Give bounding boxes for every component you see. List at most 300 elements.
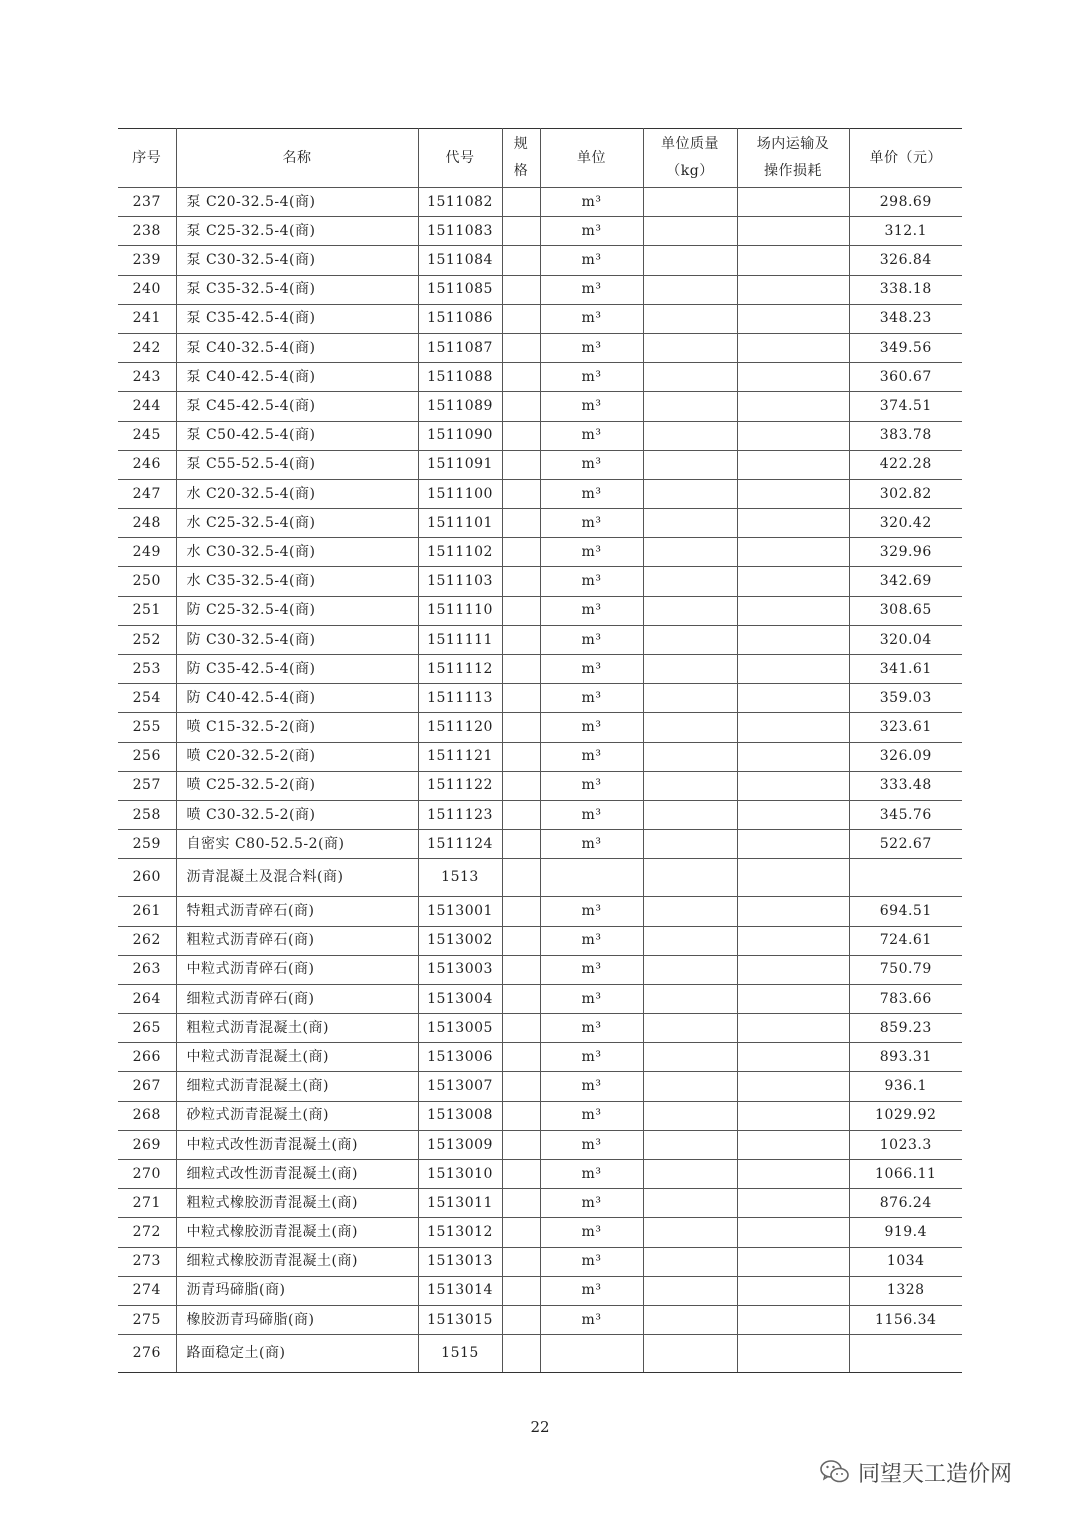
cell-code: 1513007: [418, 1072, 502, 1101]
cell-loss: [737, 926, 849, 955]
cell-code: 1513014: [418, 1276, 502, 1305]
cell-unit: m³: [540, 304, 643, 333]
cell-unit-mass: [643, 567, 737, 596]
cell-unit: m³: [540, 596, 643, 625]
cell-code: 1513012: [418, 1218, 502, 1247]
cell-name: 防 C25-32.5-4(商): [176, 596, 418, 625]
cell-unit: m³: [540, 742, 643, 771]
cell-unit: m³: [540, 363, 643, 392]
cell-price: 694.51: [849, 897, 962, 926]
cell-code: 1511084: [418, 246, 502, 275]
page-number: 22: [530, 1418, 550, 1436]
cell-index: 273: [118, 1247, 176, 1276]
cell-index: 248: [118, 509, 176, 538]
header-mass-line2: （kg）: [666, 163, 714, 179]
cell-unit: m³: [540, 1014, 643, 1043]
cell-code: 1511089: [418, 392, 502, 421]
cell-unit: [540, 1335, 643, 1373]
table-row: [118, 246, 962, 275]
table-row: [118, 742, 962, 771]
cell-price: 333.48: [849, 771, 962, 800]
cell-unit: m³: [540, 713, 643, 742]
cell-name: 细粒式橡胶沥青混凝土(商): [176, 1247, 418, 1276]
cell-unit: m³: [540, 509, 643, 538]
cell-spec: [502, 1218, 540, 1247]
cell-unit-mass: [643, 713, 737, 742]
table-row: [118, 1218, 962, 1247]
table-row: [118, 800, 962, 829]
table-row: [118, 479, 962, 508]
cell-code: 1511100: [418, 479, 502, 508]
cell-price: 1156.34: [849, 1305, 962, 1334]
cell-index: 244: [118, 392, 176, 421]
table-row: [118, 655, 962, 684]
cell-name: 水 C35-32.5-4(商): [176, 567, 418, 596]
cell-loss: [737, 713, 849, 742]
cell-index: 258: [118, 800, 176, 829]
cell-name: 防 C30-32.5-4(商): [176, 625, 418, 654]
cell-price: 345.76: [849, 800, 962, 829]
table-row: [118, 1130, 962, 1159]
cell-index: 261: [118, 897, 176, 926]
cell-loss: [737, 1276, 849, 1305]
cell-name: 喷 C30-32.5-2(商): [176, 800, 418, 829]
cell-name: 水 C30-32.5-4(商): [176, 538, 418, 567]
cell-spec: [502, 926, 540, 955]
cell-unit: m³: [540, 450, 643, 479]
cell-unit-mass: [643, 1043, 737, 1072]
cell-unit: m³: [540, 275, 643, 304]
cell-unit-mass: [643, 1101, 737, 1130]
cell-unit-mass: [643, 800, 737, 829]
cell-unit: m³: [540, 655, 643, 684]
cell-name: 中粒式改性沥青混凝土(商): [176, 1130, 418, 1159]
cell-spec: [502, 538, 540, 567]
cell-name: 泵 C40-32.5-4(商): [176, 333, 418, 362]
cell-spec: [502, 275, 540, 304]
cell-loss: [737, 897, 849, 926]
cell-code: 1511112: [418, 655, 502, 684]
cell-unit: m³: [540, 1043, 643, 1072]
cell-name: 泵 C55-52.5-4(商): [176, 450, 418, 479]
cell-index: 268: [118, 1101, 176, 1130]
header-code: 代号: [418, 129, 502, 188]
cell-spec: [502, 1247, 540, 1276]
cell-unit: m³: [540, 1130, 643, 1159]
cell-index: 243: [118, 363, 176, 392]
table-row: [118, 509, 962, 538]
cell-code: 1513003: [418, 955, 502, 984]
cell-name: 细粒式改性沥青混凝土(商): [176, 1160, 418, 1189]
cell-price: 326.84: [849, 246, 962, 275]
cell-unit: m³: [540, 684, 643, 713]
cell-loss: [737, 1335, 849, 1373]
cell-index: 251: [118, 596, 176, 625]
cell-code: 1513015: [418, 1305, 502, 1334]
cell-loss: [737, 1218, 849, 1247]
table-row: [118, 217, 962, 246]
cell-price: 422.28: [849, 450, 962, 479]
cell-code: 1513008: [418, 1101, 502, 1130]
cell-unit-mass: [643, 246, 737, 275]
cell-unit: m³: [540, 333, 643, 362]
cell-code: 1511113: [418, 684, 502, 713]
cell-unit-mass: [643, 188, 737, 217]
cell-index: 257: [118, 771, 176, 800]
cell-code: 1511120: [418, 713, 502, 742]
cell-name: 防 C40-42.5-4(商): [176, 684, 418, 713]
cell-unit-mass: [643, 1276, 737, 1305]
cell-spec: [502, 830, 540, 859]
cell-loss: [737, 392, 849, 421]
cell-index: 238: [118, 217, 176, 246]
cell-unit-mass: [643, 596, 737, 625]
cell-unit-mass: [643, 217, 737, 246]
cell-unit: m³: [540, 567, 643, 596]
cell-spec: [502, 742, 540, 771]
table-row: [118, 1276, 962, 1305]
cell-loss: [737, 275, 849, 304]
cell-unit-mass: [643, 859, 737, 897]
cell-loss: [737, 363, 849, 392]
table-row: [118, 625, 962, 654]
cell-loss: [737, 655, 849, 684]
cell-index: 253: [118, 655, 176, 684]
cell-code: 1511086: [418, 304, 502, 333]
cell-code: 1513: [418, 859, 502, 897]
cell-spec: [502, 1335, 540, 1373]
cell-code: 1511082: [418, 188, 502, 217]
table-row: [118, 771, 962, 800]
table-row: [118, 596, 962, 625]
cell-unit-mass: [643, 1218, 737, 1247]
table-row: [118, 538, 962, 567]
header-spec: [502, 129, 540, 188]
cell-name: 泵 C35-42.5-4(商): [176, 304, 418, 333]
cell-index: 276: [118, 1335, 176, 1373]
cell-code: 1511103: [418, 567, 502, 596]
cell-price: 329.96: [849, 538, 962, 567]
cell-unit: m³: [540, 984, 643, 1013]
cell-spec: [502, 217, 540, 246]
cell-loss: [737, 1305, 849, 1334]
cell-price: 383.78: [849, 421, 962, 450]
cell-loss: [737, 1160, 849, 1189]
cell-unit-mass: [643, 1335, 737, 1373]
cell-index: 241: [118, 304, 176, 333]
cell-unit: m³: [540, 625, 643, 654]
cell-unit-mass: [643, 509, 737, 538]
cell-unit-mass: [643, 771, 737, 800]
cell-loss: [737, 538, 849, 567]
cell-spec: [502, 897, 540, 926]
cell-price: 374.51: [849, 392, 962, 421]
table-row: [118, 1335, 962, 1373]
cell-name: 泵 C20-32.5-4(商): [176, 188, 418, 217]
cell-code: 1513001: [418, 897, 502, 926]
table-header: [118, 129, 962, 188]
cell-spec: [502, 421, 540, 450]
cell-spec: [502, 1043, 540, 1072]
cell-code: 1511088: [418, 363, 502, 392]
cell-loss: [737, 742, 849, 771]
cell-index: 250: [118, 567, 176, 596]
cell-name: 细粒式沥青混凝土(商): [176, 1072, 418, 1101]
cell-unit: m³: [540, 246, 643, 275]
table-row: [118, 1072, 962, 1101]
header-unit-mass: [643, 129, 737, 188]
table-body: [118, 188, 962, 1373]
cell-index: 272: [118, 1218, 176, 1247]
cell-unit: m³: [540, 1276, 643, 1305]
cell-price: 724.61: [849, 926, 962, 955]
cell-index: 242: [118, 333, 176, 362]
table-row: [118, 1247, 962, 1276]
cell-spec: [502, 1101, 540, 1130]
cell-index: 271: [118, 1189, 176, 1218]
table-row: [118, 1189, 962, 1218]
cell-unit: m³: [540, 926, 643, 955]
cell-loss: [737, 567, 849, 596]
header-spec-line2: 格: [513, 163, 529, 179]
cell-code: 1511123: [418, 800, 502, 829]
cell-name: 泵 C30-32.5-4(商): [176, 246, 418, 275]
table-row: [118, 897, 962, 926]
cell-price: 320.42: [849, 509, 962, 538]
cell-unit-mass: [643, 538, 737, 567]
cell-unit-mass: [643, 830, 737, 859]
cell-price: [849, 859, 962, 897]
cell-price: 360.67: [849, 363, 962, 392]
cell-unit-mass: [643, 1247, 737, 1276]
cell-spec: [502, 984, 540, 1013]
header-name: 名称: [176, 129, 418, 188]
cell-spec: [502, 655, 540, 684]
cell-code: 1511110: [418, 596, 502, 625]
cell-price: 320.04: [849, 625, 962, 654]
cell-unit-mass: [643, 1189, 737, 1218]
cell-price: 348.23: [849, 304, 962, 333]
cell-unit: m³: [540, 800, 643, 829]
cell-index: 275: [118, 1305, 176, 1334]
cell-index: 263: [118, 955, 176, 984]
cell-unit: m³: [540, 479, 643, 508]
cell-name: 沥青混凝土及混合料(商): [176, 859, 418, 897]
cell-name: 泵 C40-42.5-4(商): [176, 363, 418, 392]
cell-index: 245: [118, 421, 176, 450]
cell-spec: [502, 392, 540, 421]
price-table-container: [118, 128, 962, 1373]
cell-name: 水 C25-32.5-4(商): [176, 509, 418, 538]
cell-spec: [502, 188, 540, 217]
cell-loss: [737, 684, 849, 713]
cell-code: 1511111: [418, 625, 502, 654]
cell-price: 893.31: [849, 1043, 962, 1072]
table-row: [118, 926, 962, 955]
cell-name: 水 C20-32.5-4(商): [176, 479, 418, 508]
cell-code: 1513006: [418, 1043, 502, 1072]
cell-unit-mass: [643, 421, 737, 450]
cell-index: 237: [118, 188, 176, 217]
cell-code: 1513009: [418, 1130, 502, 1159]
cell-code: 1513013: [418, 1247, 502, 1276]
cell-loss: [737, 1189, 849, 1218]
cell-name: 特粗式沥青碎石(商): [176, 897, 418, 926]
cell-unit-mass: [643, 275, 737, 304]
cell-loss: [737, 1014, 849, 1043]
table-row: [118, 1101, 962, 1130]
cell-spec: [502, 625, 540, 654]
cell-price: 859.23: [849, 1014, 962, 1043]
cell-spec: [502, 955, 540, 984]
table-row: [118, 363, 962, 392]
cell-unit-mass: [643, 1130, 737, 1159]
cell-price: 919.4: [849, 1218, 962, 1247]
cell-index: 239: [118, 246, 176, 275]
table-row: [118, 1160, 962, 1189]
cell-unit: m³: [540, 771, 643, 800]
watermark-text: 同望天工造价网: [858, 1461, 1013, 1487]
table-row: [118, 713, 962, 742]
cell-name: 自密实 C80-52.5-2(商): [176, 830, 418, 859]
cell-code: 1511090: [418, 421, 502, 450]
cell-index: 267: [118, 1072, 176, 1101]
cell-spec: [502, 567, 540, 596]
cell-index: 247: [118, 479, 176, 508]
table-row: [118, 984, 962, 1013]
cell-index: 256: [118, 742, 176, 771]
cell-spec: [502, 1014, 540, 1043]
header-index: 序号: [118, 129, 176, 188]
cell-index: 270: [118, 1160, 176, 1189]
cell-spec: [502, 1305, 540, 1334]
cell-spec: [502, 1130, 540, 1159]
cell-loss: [737, 800, 849, 829]
cell-price: [849, 1335, 962, 1373]
header-unit: 单位: [540, 129, 643, 188]
cell-code: 1513002: [418, 926, 502, 955]
cell-index: 264: [118, 984, 176, 1013]
cell-unit: m³: [540, 421, 643, 450]
table-row: [118, 567, 962, 596]
cell-spec: [502, 713, 540, 742]
cell-spec: [502, 859, 540, 897]
cell-unit-mass: [643, 684, 737, 713]
table-row: [118, 859, 962, 897]
cell-name: 细粒式沥青碎石(商): [176, 984, 418, 1013]
cell-unit-mass: [643, 1072, 737, 1101]
cell-unit: m³: [540, 830, 643, 859]
cell-unit: m³: [540, 188, 643, 217]
cell-name: 泵 C45-42.5-4(商): [176, 392, 418, 421]
cell-name: 粗粒式沥青混凝土(商): [176, 1014, 418, 1043]
cell-loss: [737, 304, 849, 333]
cell-unit-mass: [643, 1014, 737, 1043]
cell-unit-mass: [643, 363, 737, 392]
cell-name: 喷 C20-32.5-2(商): [176, 742, 418, 771]
cell-loss: [737, 859, 849, 897]
cell-loss: [737, 246, 849, 275]
cell-price: 522.67: [849, 830, 962, 859]
cell-price: 312.1: [849, 217, 962, 246]
table-row: [118, 421, 962, 450]
cell-name: 泵 C25-32.5-4(商): [176, 217, 418, 246]
cell-loss: [737, 1247, 849, 1276]
cell-name: 中粒式沥青碎石(商): [176, 955, 418, 984]
watermark: [820, 1456, 1012, 1488]
cell-price: 308.65: [849, 596, 962, 625]
cell-price: 323.61: [849, 713, 962, 742]
cell-code: 1511102: [418, 538, 502, 567]
cell-spec: [502, 1189, 540, 1218]
cell-unit: m³: [540, 1218, 643, 1247]
cell-code: 1511121: [418, 742, 502, 771]
cell-price: 1034: [849, 1247, 962, 1276]
cell-name: 泵 C50-42.5-4(商): [176, 421, 418, 450]
cell-spec: [502, 363, 540, 392]
cell-price: 1328: [849, 1276, 962, 1305]
cell-loss: [737, 984, 849, 1013]
cell-loss: [737, 955, 849, 984]
cell-code: 1515: [418, 1335, 502, 1373]
cell-name: 沥青玛碲脂(商): [176, 1276, 418, 1305]
cell-code: 1511083: [418, 217, 502, 246]
cell-unit: m³: [540, 897, 643, 926]
cell-unit: m³: [540, 1072, 643, 1101]
wechat-icon: [820, 1459, 850, 1485]
cell-unit: m³: [540, 538, 643, 567]
cell-spec: [502, 596, 540, 625]
cell-index: 266: [118, 1043, 176, 1072]
cell-unit-mass: [643, 450, 737, 479]
cell-unit-mass: [643, 625, 737, 654]
cell-index: 262: [118, 926, 176, 955]
cell-price: 783.66: [849, 984, 962, 1013]
cell-unit: m³: [540, 1160, 643, 1189]
cell-loss: [737, 1101, 849, 1130]
cell-unit: m³: [540, 1247, 643, 1276]
table-row: [118, 304, 962, 333]
cell-index: 240: [118, 275, 176, 304]
cell-spec: [502, 509, 540, 538]
header-spec-line1: 规: [513, 136, 529, 153]
cell-unit: m³: [540, 217, 643, 246]
cell-unit-mass: [643, 392, 737, 421]
cell-price: 936.1: [849, 1072, 962, 1101]
cell-code: 1511101: [418, 509, 502, 538]
table-row: [118, 830, 962, 859]
cell-index: 269: [118, 1130, 176, 1159]
cell-unit: m³: [540, 1305, 643, 1334]
cell-name: 砂粒式沥青混凝土(商): [176, 1101, 418, 1130]
cell-loss: [737, 1072, 849, 1101]
cell-unit-mass: [643, 897, 737, 926]
table-row: [118, 684, 962, 713]
cell-name: 泵 C35-32.5-4(商): [176, 275, 418, 304]
cell-price: 298.69: [849, 188, 962, 217]
cell-spec: [502, 479, 540, 508]
cell-code: 1513010: [418, 1160, 502, 1189]
cell-loss: [737, 596, 849, 625]
cell-unit-mass: [643, 333, 737, 362]
table-row: [118, 450, 962, 479]
cell-spec: [502, 800, 540, 829]
table-row: [118, 188, 962, 217]
cell-name: 喷 C15-32.5-2(商): [176, 713, 418, 742]
cell-index: 249: [118, 538, 176, 567]
cell-code: 1511122: [418, 771, 502, 800]
header-loss: [737, 129, 849, 188]
